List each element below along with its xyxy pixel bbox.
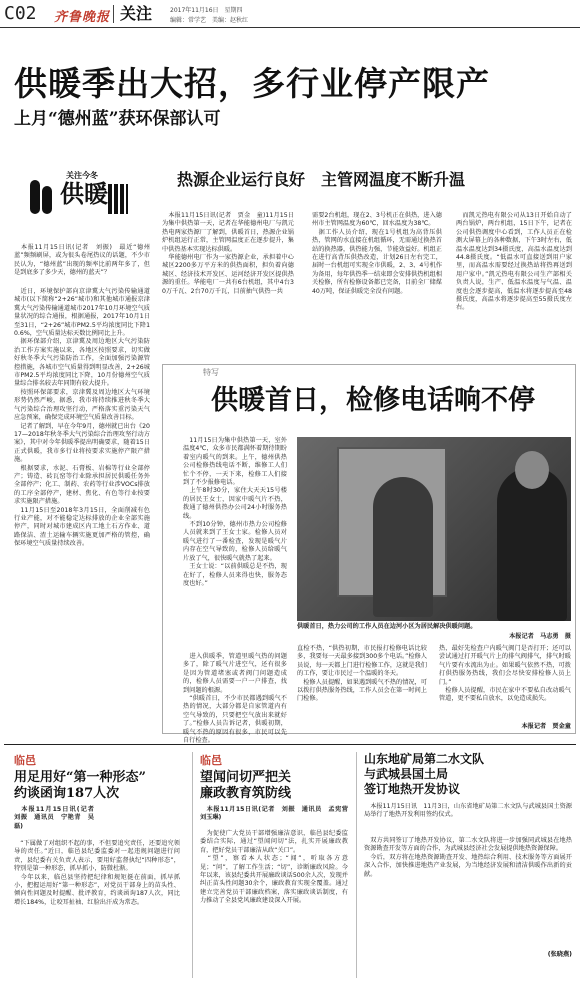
photo-story-col3: 直检不热，“供热初期，市民报打检修电话比较多，我要每一天最多接到300多个电话。”检修人员说，每一天都上门进行检修工作，这就是我们的工作，要让市民过一个温暖的冬天。 检修人员提醒，如果遇到暖气不热的情况，可以拨打供热服务热线，工作人员会在第一时间上门检修。 (297, 645, 427, 703)
section-name: 关注 (120, 4, 153, 23)
topic-logo (26, 170, 136, 222)
editor-line: 编辑：常学艺 美编：赵秋红 (170, 17, 249, 24)
logo-line-1: 关注今冬 (66, 170, 98, 180)
bottom-story-2 (200, 752, 355, 980)
bottom-story-3 (364, 752, 572, 980)
photo-caption: 供暖首日，热力公司的工作人员在边河小区为居民解决供暖问题。 (297, 623, 477, 630)
photo-story-col2: 进入供暖季，管道里暖气热的问题多了，除了暖气片进空气，还有很多是因为管道堵塞或者阀门问题造成的，检修人员需要一户一户排查，找到问题的根源。 “供暖首日，不少市民都遇到暖气不热的情况，大部分都是自家管道内有空气导致的，只要把空气放出来就好了。”检修人员告诉记者，供暖初期，暖气不热的原因有很多，市民可以先自行检查。 (183, 653, 287, 745)
bottom-story-3-credit: (张晓燕) (547, 951, 572, 958)
thermometer-icon (30, 180, 40, 214)
story1-title: 热源企业运行良好 主管网温度不断升温 (177, 170, 466, 189)
feature-tag: 特写 (203, 368, 219, 377)
photo-worker-figure (515, 451, 549, 489)
page-number: C02 (4, 3, 37, 24)
photo-worker-figure (497, 467, 567, 621)
location-tag: 临邑 (14, 754, 36, 767)
radiator-icon (108, 184, 128, 214)
bottom-story-2-title: 望闻问切严把关 廉政教育筑防线 (200, 770, 292, 801)
photo-story-reporter: 本报记者 贾金童 (521, 723, 571, 730)
paper-logo: 齐鲁晚报 (54, 10, 111, 25)
bottom-story-2-body: 为促使广大党员干部增强廉洁意识，临邑县纪委监委结合实际，通过“望闻问切”法，扎实开展廉政教育，把好党员干部廉洁从政“关口”。 “望”，察看本人状态；“闻”，听取各方意见；“问”，了解工作生活；“切”，诊断廉政风险。今年以来，该县纪委共开展廉政谈话500余人次，发现并纠正苗头性问题30余个，廉政教育实现全覆盖。通过建立完善党员干部廉政档案，落实廉政谈话制度，有力推动了全县党风廉政建设深入开展。 (200, 830, 348, 905)
logo-line-2: 供暖 (60, 179, 108, 208)
thermometer-icon (42, 186, 52, 214)
bottom-story-1-byline: 本报11月15日讯(记者 刘振 通讯员 宁艳青 吴磊) (14, 806, 101, 830)
column-divider (356, 752, 357, 978)
left-story-byline: 本报11月15日讯(记者 刘振) 最近“德州蓝”频频刷屏，或为很头卷尾热议的话题，不少市民认为，“德州蓝”出现的频率比前两年多了，但是到底多了多少天，德州的蓝天”？ (14, 244, 150, 277)
masthead-divider (113, 5, 114, 23)
main-headline: 供暖季出大招，多行业停产限产 (14, 64, 490, 103)
bottom-story-1 (14, 752, 180, 980)
location-tag: 临邑 (200, 754, 222, 767)
main-subhead: 上月“德州蓝”获环保部认可 (14, 109, 221, 129)
photo-story-title: 供暖首日，检修电话响不停 (211, 385, 535, 416)
bottom-story-1-title: 用足用好“第一种形态” 约谈函询187人次 (14, 770, 146, 801)
date-line: 2017年11月16日 星期四 (170, 7, 243, 14)
photo-story-col4: 热，最好先检查户内暖气阀门是否打开；还可以尝试通过打开暖气片上的排气阀排气，排气时暖气片要有水流出为止。如果暖气依然不热，可拨打供热服务热线，我们会尽快安排检修人员上门。” 检修人员提醒，市民在家中不要私自改动暖气管道，更不要私自放水，以免造成损失。 (439, 645, 571, 703)
photo-worker-figure (373, 477, 433, 617)
bottom-story-3-title: 山东地矿局第二水文队 与武城县国土局 签订地热开发协议 (364, 752, 485, 796)
bottom-story-3-byline: 本报11月15日讯 11月3日，山东省地矿局第二水文队与武城县国土资源局举行了地热开发利用签约仪式。 (364, 803, 572, 819)
news-photo (297, 437, 571, 621)
photo-story-box (162, 364, 576, 745)
photo-credit: 本报记者 马志勇 摄 (509, 633, 571, 640)
story1-col2: 需要2台机组，现在2、3号机正在供热，进入德州市主管网温度为60℃，回水温度为38℃。 据工作人员介绍，现在1号机组为高背压供热，管网的水直接在机组循环，无需通过换热首站的换热器，供热能力强，节能效益好。机组正在进行高背压供热改造，计划26日左右完工，届时一台机组可实现全市供暖，2、3、4号机作为备用，每年供热季一结束即会安排供热机组相关检修，所有检修设备都已完备，目前全厂储煤40万吨，保证供暖完全没有问题。 (312, 212, 442, 295)
bottom-divider (4, 744, 576, 745)
bottom-story-3-body: 双方共同签订了地热开发协议，第二水文队将进一步加强同武城县在地热资源勘查开发等方面的合作，为武城县经济社会发展提供地热资源保障。 今后，双方将在地热资源勘查开发、地热综合利用、技术服务等方面展开深入合作，加快推进地热产业发展，为当地经济发展和清洁供暖作出新的贡献。 (364, 837, 572, 878)
story1-col1: 本报11月15日讯(记者 贾金 童)11月15日为集中供热第一天，记者在华能德州电厂与凯元热电两家热源厂了解到，供暖首日，热源企业锅炉机组运行正常，主管网温度正在逐步提升，集中供热基本实现达标供暖。 华能德州电厂作为一家热源企业，承担着中心城区2200多万平方米的供热面积，担负着向德城区、经济技术开发区、运河经济开发区提供热源的重任。华能电厂一共有6台机组，其中4台30万千瓦、2台70万千瓦，目前抽气供热一共 (162, 212, 294, 295)
column-divider (192, 752, 193, 978)
left-story-body: 近日，环境保护部向京津冀大气污染传输通道城市(以下简称“2+26”城市)和其他城市通报京津冀大气污染传输通道城市2017年10月环境空气质量状况的综合通报，根据通报，2017年10月1日至31日，“2+26”城市PM2.5平均浓度同比下降10.6%，空气质量达标天数比例同比上升。 据环保部介绍，京津冀及周边地区大气污染防治工作方案实施以来，各地区按照要求，切实做好秋冬季大气污染防治工作，全面加强污染源管控措施，各城市空气质量得到明显改善，2+26城市PM2.5平均浓度同比下降，10月份德州空气质量综合排名较去年同期有较大提升。 按照环保部要求，京津冀及周边地区大气环境形势仍然严峻，据悉，我市将持续推进秋冬季大气污染综合治理攻坚行动，严格落实重污染天气应急预案，确保完成环境空气质量改善目标。 记者了解到，早在今年9月，德州就已出台《2017—2018年秋冬季大气污染综合治理攻坚行动方案》，其中对今年供暖季提出明确要求，随着15日正式供暖，我市多行业将按要求实施停产限产措施。 根据要求，水泥、石膏板、岩棉等行业全部停产；铸造、砖瓦窑等行业除承担居民供暖任务外全部停产；化工、制药、农药等行业涉VOCs排放的工序全部停产，建材、焦化、有色等行业按要求实施限产措施。 11月15日至2018年3月15日，全面削减有色行业产能，对不能稳定达标排放的企业全部实施停产，同时对城市建成区内工地土石方作业、道路保洁、渣土运输车辆实施更加严格的管控，确保环境空气质量持续改善。 (14, 288, 150, 548)
story1-col3: 而凯元热电有限公司从13日开始自动了两台锅炉，两台机组，15日下午，记者在公司供热调度中心看到，工作人员正在检测大屏幕上的各种数据，下午3时左右，低温水温度达到34摄氏度，高温水温度达到44.8摄氏度。“低温水可直接送到用户家里，而高温水需要经过换热站将热再送到用户家中。”凯元热电有限公司生产部相关负责人说，生产、低温水温度与气温、温度也会逐步提高，低温水将逐步提高至48摄氏度，高温水将逐步提高至55摄氏度左右。 (456, 212, 572, 312)
photo-story-col1: 11月15日为集中供热第一天，室外温度4℃，众多市民都满怀着期待期盼着室内暖气的到来。上午，德州供热公司检修热线电话不断，维修工人们忙个不停，一天下来，检修工人们接到了不少报修电话。 上午8时30分，家住大天天15号楼的居民王女士，因家中暖气片不热，拨通了德州供热办公司24小时服务热线。 不到10分钟，德州市热力公司检修人员就来到了王女士家。检修人员对暖气进行了一番检查，发现是暖气片内存在空气导致的，检修人员给暖气片放了气，很快暖气就热了起来。 王女士说：“以前供暖总是不热，现在好了，检修人员来得也快，服务态度也好。” (183, 437, 287, 587)
bottom-story-1-body: “下属做了对组织不起的事，不但要追究责任，还要追究领导的责任。”近日，临邑县纪委监委对一起违规问题进行问责，县纪委有关负责人表示，要用好监督执纪“四种形态”，特别是第一种形态，抓早抓小，防微杜渐。 今年以来，临邑县坚持把纪律和规矩挺在前面，抓早抓小，把握运用好“第一种形态”，对党员干部身上的苗头性、倾向性问题及时提醒、批评教育，约谈函询187人次，同比增长184%，让咬耳扯袖、红脸出汗成为常态。 (14, 840, 180, 906)
masthead (0, 0, 580, 28)
bottom-story-2-byline: 本报11月15日讯(记者 刘振 通讯员 孟宪营 刘玉琳) (200, 806, 355, 822)
